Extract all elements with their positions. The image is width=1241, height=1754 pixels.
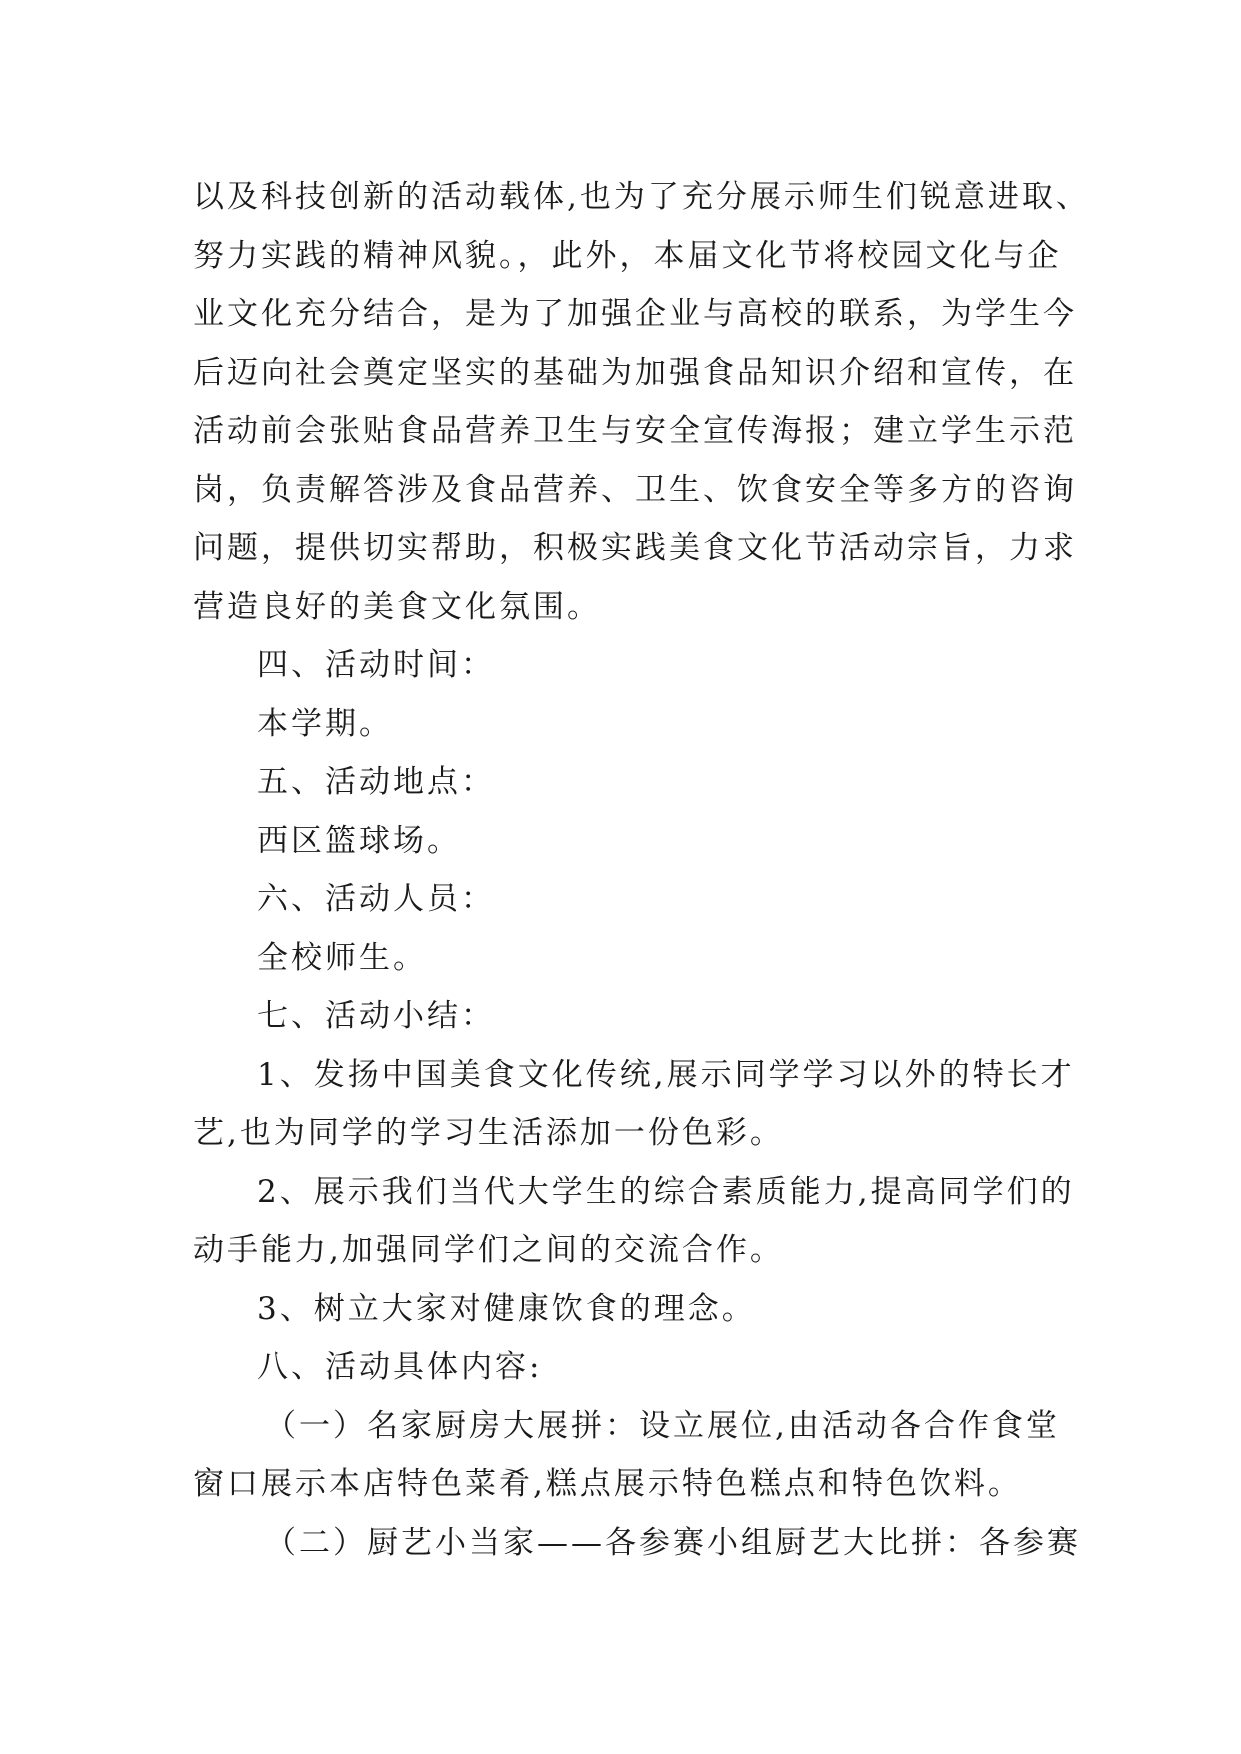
body-text-line: 问题，提供切实帮助，积极实践美食文化节活动宗旨，力求 bbox=[193, 530, 1077, 566]
content-item-2: （二）厨艺小当家——各参赛小组厨艺大比拼：各参赛 bbox=[265, 1524, 1081, 1561]
section-heading-content: 八、活动具体内容: bbox=[257, 1349, 543, 1385]
body-text-line: 营造良好的美食文化氛围。 bbox=[193, 588, 601, 625]
content-item-1: （一）名家厨房大展拼：设立展位,由活动各合作食堂 bbox=[265, 1407, 1060, 1444]
section-text-location: 西区篮球场。 bbox=[257, 822, 461, 859]
content-item-1-continued: 窗口展示本店特色菜肴,糕点展示特色糕点和特色饮料。 bbox=[193, 1466, 1022, 1502]
section-text-time: 本学期。 bbox=[257, 705, 393, 742]
body-text-line: 以及科技创新的活动载体,也为了充分展示师生们锐意进取、 bbox=[193, 179, 1090, 215]
section-heading-participants: 六、活动人员： bbox=[257, 881, 495, 917]
body-text-line: 后迈向社会奠定坚实的基础为加强食品知识介绍和宣传，在 bbox=[193, 354, 1077, 391]
document-body bbox=[193, 168, 1093, 1572]
section-heading-time: 四、活动时间： bbox=[257, 647, 495, 683]
section-heading-location: 五、活动地点： bbox=[257, 764, 495, 800]
section-text-participants: 全校师生。 bbox=[257, 939, 427, 976]
summary-item-2: 2、展示我们当代大学生的综合素质能力,提高同学们的 bbox=[257, 1173, 1075, 1210]
body-text-line: 努力实践的精神风貌。，此外，本届文化节将校园文化与企 bbox=[193, 237, 1062, 274]
body-text-line: 业文化充分结合，是为了加强企业与高校的联系，为学生今 bbox=[193, 296, 1077, 332]
summary-item-2-continued: 动手能力,加强同学们之间的交流合作。 bbox=[193, 1232, 784, 1268]
section-heading-summary: 七、活动小结： bbox=[257, 998, 495, 1034]
summary-item-1: 1、发扬中国美食文化传统,展示同学学习以外的特长才 bbox=[257, 1056, 1075, 1093]
body-text-line: 活动前会张贴食品营养卫生与安全宣传海报；建立学生示范 bbox=[193, 413, 1077, 449]
summary-item-1-continued: 艺,也为同学的学习生活添加一份色彩。 bbox=[193, 1115, 784, 1151]
body-text-line: 岗，负责解答涉及食品营养、卫生、饮食安全等多方的咨询 bbox=[193, 471, 1077, 508]
summary-item-3: 3、树立大家对健康饮食的理念。 bbox=[257, 1290, 756, 1327]
